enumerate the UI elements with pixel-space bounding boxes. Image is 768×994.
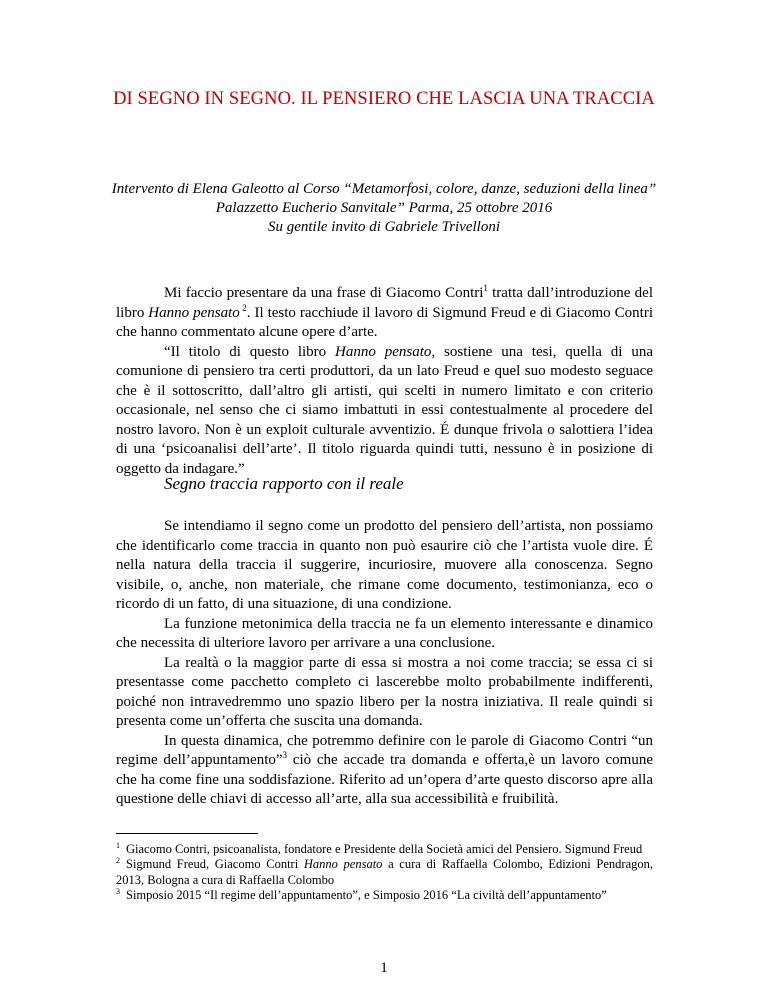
footnote-number: 2 [116, 856, 120, 866]
section-paragraph-1: Se intendiamo il segno come un prodotto del pensiero dell’artista, non possiamo che identificarlo come traccia in quanto non può esaurire ciò che l’artista vuole dire. É nella natura della traccia il suggerire, incuriosire, muovere alla conoscenza. Segno visibile, o, anche, non materiale, che rimane come documento, testimonianza, eco o ricordo di un fatto, di una situazione, di una condizione. [116, 518, 653, 612]
subtitle-line-event: Intervento di Elena Galeotto al Corso “Metamorfosi, colore, danze, seduzioni della linea” [111, 181, 657, 197]
footnote-number: 3 [116, 886, 120, 896]
text-run: In questa dinamica, che potremmo definire con le parole di Giacomo Contri “un regime dell’appuntamento” [116, 732, 653, 768]
book-title: Hanno pensato [335, 343, 432, 360]
footnote-ref-1[interactable]: 1 [483, 283, 488, 293]
footnote-3 [116, 888, 653, 903]
footnote-text: Giacomo Contri, psicoanalista, fondatore e Presidente della Società amici del Pensiero. Sigmund Freud [126, 842, 643, 856]
footnote-text: a cura di Raffaella Colombo, Edizioni Pendragon, 2013, Bologna a cura di Raffaella Colombo [116, 857, 653, 887]
section-heading: Segno traccia rapporto con il reale [164, 474, 404, 493]
page-number: 1 [380, 960, 388, 976]
footnote-divider [116, 833, 258, 834]
intro-body [116, 284, 653, 479]
section-body [116, 517, 653, 810]
book-title: Hanno pensato [148, 304, 240, 321]
footnote-number: 1 [116, 841, 120, 850]
footnote-text: Sigmund Freud, Giacomo Contri [126, 857, 304, 872]
footnote-1 [116, 842, 653, 857]
section-paragraph-2: La funzione metonimica della traccia ne fa un elemento interessante e dinamico che necessita di ulteriore lavoro per arrivare a una conclusione. [116, 615, 653, 651]
footnotes [116, 842, 653, 903]
text-run: . Il testo racchiude il lavoro di Sigmund Freud e di Giacomo Contri che hanno commentato alcune opere d’arte. [116, 304, 653, 340]
subtitle-line-venue: Palazzetto Eucherio Sanvitale” Parma, 25 ottobre 2016 [215, 200, 553, 216]
footnote-text: Simposio 2015 “Il regime dell’appuntamento”, e Simposio 2016 “La civiltà dell’appuntamento” [126, 887, 607, 902]
text-run: tratta dall’introduzione del libro [116, 285, 653, 321]
book-title: Hanno pensato [303, 857, 383, 872]
footnote-ref-2[interactable]: 2 [239, 302, 247, 313]
subtitle-line-invitation: Su gentile invito di Gabriele Trivelloni [267, 219, 501, 235]
section-paragraph-3: La realtà o la maggior parte di essa si mostra a noi come traccia; se essa ci si presentasse come pacchetto completo ci lascerebbe molto probabilmente indifferenti, poiché non intravedremmo uno spazio libero per la nostra iniziativa. Il reale quindi si presenta come un’offerta che suscita una domanda. [116, 654, 653, 729]
text-run: “Il titolo di questo libro [164, 343, 336, 360]
subtitle-block [0, 180, 768, 237]
section-paragraph-4 [116, 732, 653, 810]
text-run: Mi faccio presentare da una frase di Giacomo Contri [164, 285, 484, 301]
intro-paragraph-2 [116, 343, 653, 480]
footnote-ref-3[interactable]: 3 [282, 750, 288, 760]
footnote-2 [116, 857, 653, 888]
document-title: DI SEGNO IN SEGNO. IL PENSIERO CHE LASCIA UNA TRACCIA [113, 89, 655, 109]
text-run: ciò che accade tra domanda e offerta,è un lavoro comune che ha come fine una soddisfazione. Riferito ad un’opera d’arte questo discorso apre alla questione delle chiavi di accesso all’arte, alla sua accessibilità e fruibilità. [116, 752, 653, 807]
text-run: , sostiene una tesi, quella di una comunione di pensiero tra certi produttori, da un lato Freud e quel suo modesto seguace che è il sottoscritto, dall’altro gli artisti, qui scelti in numero limitato e con criterio occasionale, nel senso che ci siamo imbattuti in essi contestualmente al procedere del nostro lavoro. Non è un exploit culturale avventizio. É dunque frivola o salottiera l’idea di una ‘psicoanalisi dell’arte’. Il titolo riguarda quindi tutti, nessuno è in posizione di oggetto da indagare.” [116, 343, 653, 477]
intro-paragraph-1 [116, 284, 653, 343]
